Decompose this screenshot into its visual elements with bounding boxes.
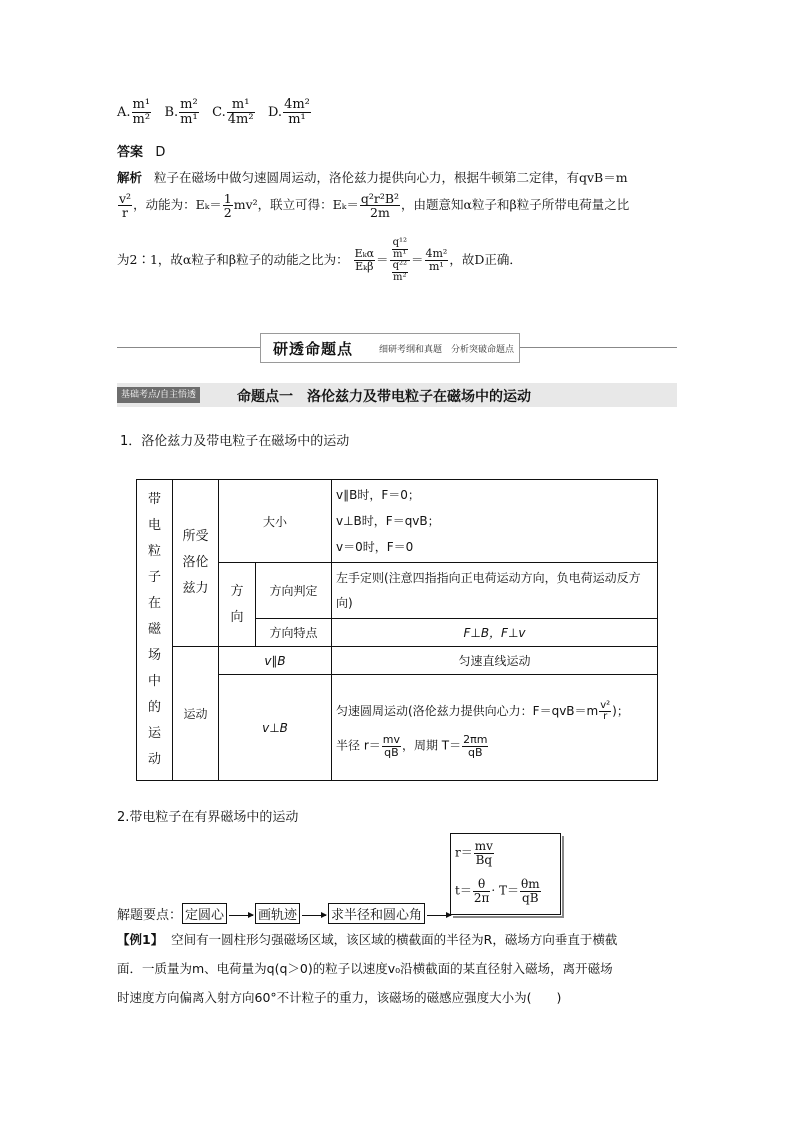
analysis-line-1: 解析 粒子在磁场中做匀速圆周运动，洛伦兹力提供向心力，根据牛顿第二定律，有qvB＝m	[117, 170, 628, 185]
perp-content: 匀速圆周运动(洛伦兹力提供向心力：F＝qvB＝m $\frac{\text{v²}}{r}$ )； 半径 r＝ $\frac{mv}{qB}$ ，周期 T＝ $\frac{2\pi m}{qB}$	[332, 675, 658, 781]
analysis-line-3: 为2∶1，故α粒子和β粒子的动能之比为： $\frac{\text{Eₖα}}{\text{Eₖβ}}$ ＝ $\frac{\frac{\text{q¹²}}{\text{m¹}}}{\frac{\text{q²²}}{\text{m²}}}$ ＝ $\frac{\text{4m²}}{\text{m¹}}$ ，故D正确．	[117, 237, 522, 283]
arrow-icon	[302, 915, 326, 916]
section-rule-left	[117, 347, 260, 348]
option-b: B. $\frac{\text{m²}}{\text{m¹}}$	[164, 97, 198, 127]
motion-label: 运动	[173, 647, 219, 781]
table-col1-label: 带 电 粒 子 在 磁 场 中 的 运 动	[137, 480, 173, 781]
answer-value: D	[155, 145, 166, 160]
topic-badge: 基础考点/自主悟透	[117, 387, 200, 403]
topic-bar	[117, 383, 677, 407]
example-line-3: 时速度方向偏离入射方向60°不计粒子的重力，该磁场的磁感应强度大小为( )	[117, 990, 562, 1005]
option-d: D. $\frac{\text{4m²}}{\text{m¹}}$	[267, 97, 310, 127]
perp-label: v⊥B	[219, 675, 332, 781]
lorentz-table	[136, 479, 658, 781]
direction-feature-label: 方向特点	[256, 619, 332, 647]
flow-label: 解题要点：	[117, 908, 183, 923]
option-c: C. $\frac{\text{m¹}}{\text{4m²}}$	[212, 97, 254, 127]
direction-judge-text: 左手定则(注意四指指向正电荷运动方向，负电荷运动反方向)	[332, 563, 658, 619]
formula-t: t＝ $\frac{\theta}{2\pi}$ · T＝ $\frac{\theta m}{qB}$	[455, 877, 540, 905]
subheading-1: 1．洛伦兹力及带电粒子在磁场中的运动	[120, 434, 350, 449]
section-rule-right	[518, 347, 677, 348]
flow-step-3: 求半径和圆心角	[328, 903, 425, 924]
subheading-2: 2.带电粒子在有界磁场中的运动	[117, 810, 299, 825]
arrow-icon	[229, 915, 253, 916]
option-a: A. $\frac{\text{m¹}}{\text{m²}}$	[117, 97, 151, 127]
section-title: 研透命题点	[273, 340, 354, 358]
flow-chart	[117, 903, 453, 924]
direction-judge-label: 方向判定	[256, 563, 332, 619]
size-content: v∥B时，F＝0； v⊥B时，F＝qvB； v＝0时，F＝0	[332, 480, 658, 563]
topic-heading: 命题点一 洛伦兹力及带电粒子在磁场中的运动	[237, 389, 531, 405]
formula-r: r＝ $\frac{mv}{Bq}$	[455, 839, 493, 867]
flow-step-2: 画轨迹	[255, 903, 300, 924]
flow-step-1: 定圆心	[182, 903, 227, 924]
analysis-line-2: $\frac{\text{v²}}{r}$ ，动能为：Eₖ＝ $\frac{1}{2}$ mv²，联立可得：Eₖ＝ $\frac{\text{q²r²B²}}{2m}$ ，由题意知α粒子和β粒子所带电荷量之比	[119, 191, 630, 221]
arrow-icon	[427, 915, 451, 916]
parallel-text: 匀速直线运动	[332, 647, 658, 675]
direction-label: 方 向	[219, 563, 256, 647]
section-header	[260, 333, 520, 363]
answer-options	[117, 98, 312, 126]
force-label: 所受 洛伦 兹力	[173, 480, 219, 647]
formula-box	[450, 833, 561, 915]
example-line-2: 面．一质量为m、电荷量为q(q＞0)的粒子以速度v₀沿横截面的某直径射入磁场，离开磁场	[117, 961, 613, 976]
direction-feature-text: F⊥B，F⊥v	[332, 619, 658, 647]
size-label: 大小	[219, 480, 332, 563]
section-subtitle: 细研考纲和真题 分析突破命题点	[379, 345, 515, 355]
example-label: 【例1】	[117, 932, 164, 947]
answer-line	[117, 141, 165, 160]
example-line-1: 【例1】 空间有一圆柱形匀强磁场区域，该区域的横截面的半径为R，磁场方向垂直于横截	[117, 932, 618, 947]
parallel-label: v∥B	[219, 647, 332, 675]
analysis-label: 解析	[117, 170, 143, 185]
answer-label: 答案	[117, 145, 144, 160]
